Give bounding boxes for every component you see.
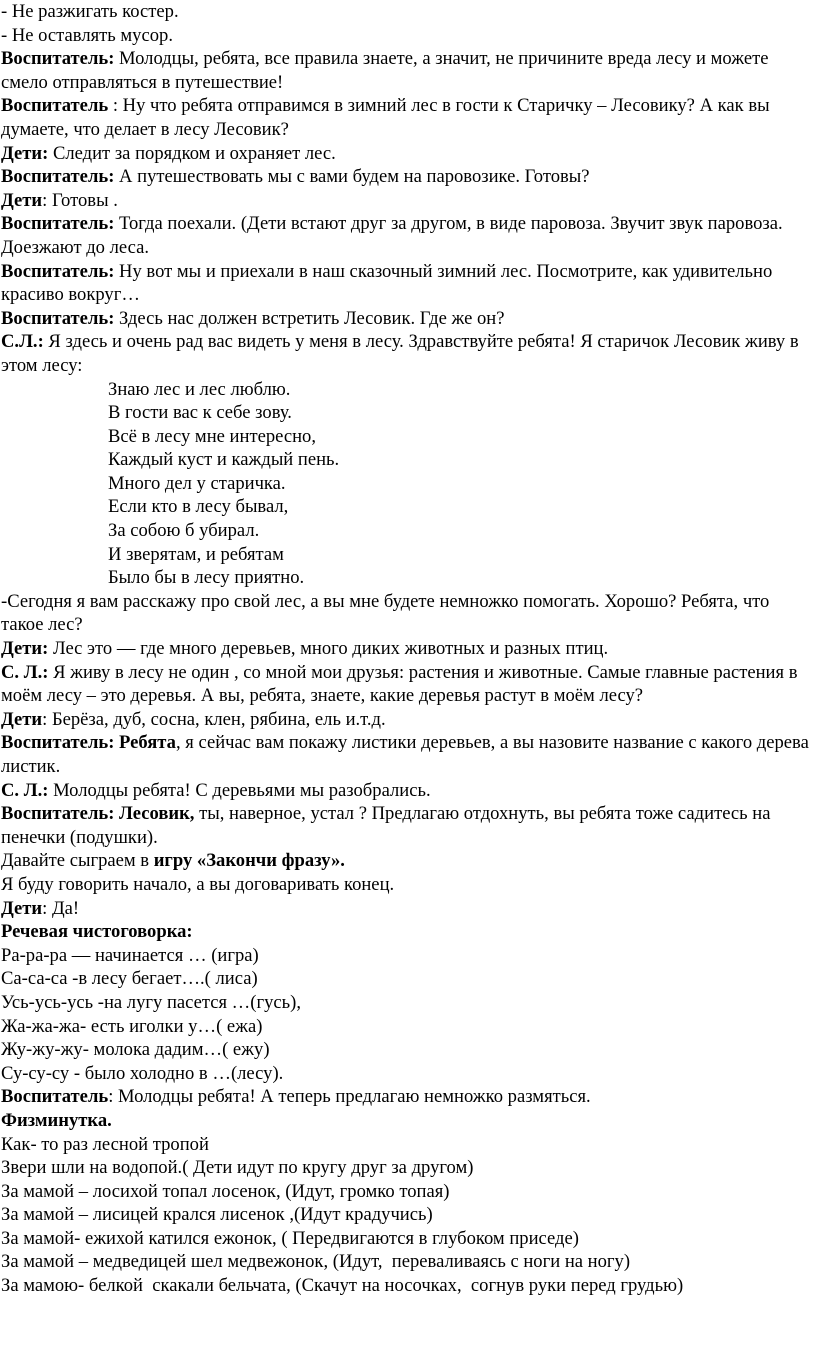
tongue-twister-line: Жа-жа-жа- есть иголки у…( ежа) bbox=[1, 1015, 263, 1037]
game-title: игру «Закончи фразу». bbox=[153, 850, 345, 872]
speaker-label: Воспитатель: Лесовик, bbox=[1, 803, 195, 825]
game-intro-line bbox=[1, 849, 813, 873]
speaker-label: Воспитатель: bbox=[1, 48, 115, 70]
poem-line: Всё в лесу мне интересно, bbox=[108, 425, 316, 447]
dialogue-text: : Готовы . bbox=[42, 189, 118, 211]
speaker-label: Воспитатель bbox=[1, 95, 109, 117]
dialogue-text: : Молодцы ребята! А теперь предлагаю немножко размяться. bbox=[108, 1086, 591, 1108]
speaker-label: Дети: bbox=[1, 638, 49, 660]
poem-line: И зверятам, и ребятам bbox=[108, 543, 284, 565]
dialogue-paragraph bbox=[1, 897, 813, 921]
exercise-line: Звери шли на водопой.( Дети идут по кругу друг за другом) bbox=[1, 1157, 474, 1179]
dialogue-text: Лес это — где много деревьев, много диких животных и разных птиц. bbox=[48, 638, 609, 660]
dialogue-paragraph bbox=[1, 47, 813, 94]
tongue-twister-line: Са-са-са -в лесу бегает….( лиса) bbox=[1, 968, 258, 990]
dialogue-paragraph bbox=[1, 708, 813, 732]
speaker-label: Воспитатель: Ребята bbox=[1, 732, 176, 754]
poem-line: Каждый куст и каждый пень. bbox=[108, 449, 340, 471]
dialogue-text: А путешествовать мы с вами будем на паровозике. Готовы? bbox=[114, 166, 590, 188]
poem-line: Если кто в лесу бывал, bbox=[108, 496, 289, 518]
dialogue-paragraph bbox=[1, 330, 813, 377]
game-intro-text: Давайте сыграем в bbox=[1, 850, 154, 872]
dialogue-paragraph bbox=[1, 779, 813, 803]
speaker-label: Воспитатель bbox=[1, 1086, 109, 1108]
speaker-label: Дети: bbox=[1, 142, 49, 164]
speaker-label: Дети bbox=[1, 189, 43, 211]
poem-line: Знаю лес и лес люблю. bbox=[108, 378, 291, 400]
speaker-label: С. Л.: bbox=[1, 661, 49, 683]
speaker-label: С. Л.: bbox=[1, 779, 49, 801]
dialogue-paragraph bbox=[1, 731, 813, 778]
dialogue-paragraph bbox=[1, 212, 813, 259]
dialogue-text: : Берёза, дуб, сосна, клен, рябина, ель и.т.д. bbox=[42, 708, 386, 730]
dialogue-paragraph bbox=[1, 661, 813, 708]
exercise-line: За мамой – лисицей крался лисенок ,(Идут крадучись) bbox=[1, 1204, 433, 1226]
dialogue-text: Тогда поехали. (Дети встают друг за другом, в виде паровоза. Звучит звук паровоза. Доезжают до леса. bbox=[1, 213, 783, 258]
dialogue-paragraph bbox=[1, 1085, 813, 1109]
speaker-label: С.Л.: bbox=[1, 331, 44, 353]
dialogue-text: Молодцы ребята! С деревьями мы разобрались. bbox=[48, 779, 431, 801]
dialogue-text: Я живу в лесу не один , со мной мои друзья: растения и животные. Самые главные растения в моём лесу – это деревья. А вы, ребята, знаете, какие деревья растут в моём лесу? bbox=[1, 661, 798, 707]
speaker-label: Воспитатель: bbox=[1, 213, 115, 235]
dialogue-paragraph bbox=[1, 189, 813, 213]
speaker-label: Дети bbox=[1, 897, 43, 919]
speaker-label: Воспитатель: bbox=[1, 260, 115, 282]
narration-paragraph: -Сегодня я вам расскажу про свой лес, а вы мне будете немножко помогать. Хорошо? Ребята, что такое лес? bbox=[1, 590, 770, 636]
dialogue-text: Следит за порядком и охраняет лес. bbox=[48, 142, 336, 164]
tongue-twister-line: Усь-усь-усь -на лугу пасется …(гусь), bbox=[1, 991, 301, 1013]
exercise-line: Как- то раз лесной тропой bbox=[1, 1133, 209, 1155]
dialogue-text: Я здесь и очень рад вас видеть у меня в лесу. Здравствуйте ребята! Я старичок Лесовик живу в этом лесу: bbox=[1, 331, 799, 376]
dialogue-text: Ну вот мы и приехали в наш сказочный зимний лес. Посмотрите, как удивительно красиво вокруг… bbox=[1, 260, 773, 306]
speaker-label: Воспитатель: bbox=[1, 307, 115, 329]
exercise-line: За мамою- белкой скакали бельчата, (Скачут на носочках, согнув руки перед грудью) bbox=[1, 1275, 684, 1297]
dialogue-paragraph bbox=[1, 94, 813, 141]
exercise-line: За мамой – лосихой топал лосенок, (Идут, громко топая) bbox=[1, 1180, 450, 1202]
game-instructions: Я буду говорить начало, а вы договаривать конец. bbox=[1, 873, 395, 895]
exercise-line: За мамой- ежихой катился ежонок, ( Передвигаются в глубоком приседе) bbox=[1, 1227, 579, 1249]
dialogue-paragraph bbox=[1, 637, 813, 661]
section-heading: Физминутка. bbox=[1, 1109, 112, 1131]
exercise-line: За мамой – медведицей шел медвежонок, (Идут, переваливаясь с ноги на ногу) bbox=[1, 1251, 631, 1273]
tongue-twister-line: Су-су-су - было холодно в …(лесу). bbox=[1, 1062, 284, 1084]
dialogue-text: Здесь нас должен встретить Лесовик. Где же он? bbox=[114, 307, 505, 329]
tongue-twister-line: Ра-ра-ра — начинается … (игра) bbox=[1, 944, 259, 966]
dialogue-paragraph bbox=[1, 142, 813, 166]
speaker-label: Воспитатель: bbox=[1, 166, 115, 188]
dialogue-paragraph bbox=[1, 307, 813, 331]
poem-line: За собою б убирал. bbox=[108, 520, 260, 542]
tongue-twister-line: Жу-жу-жу- молока дадим…( ежу) bbox=[1, 1039, 270, 1061]
dialogue-text: , я сейчас вам покажу листики деревьев, а вы назовите название с какого дерева листик. bbox=[1, 732, 809, 777]
rule-line: - Не оставлять мусор. bbox=[1, 24, 173, 46]
poem-line: Было бы в лесу приятно. bbox=[108, 567, 305, 589]
dialogue-text: : Ну что ребята отправимся в зимний лес в гости к Старичку – Лесовику? А как вы думаете, что делает в лесу Лесовик? bbox=[1, 95, 770, 140]
dialogue-paragraph bbox=[1, 165, 813, 189]
poem-line: В гости вас к себе зову. bbox=[108, 402, 292, 424]
rule-line: - Не разжигать костер. bbox=[1, 1, 179, 22]
dialogue-paragraph bbox=[1, 260, 813, 307]
dialogue-paragraph bbox=[1, 802, 813, 849]
dialogue-text: : Да! bbox=[42, 897, 80, 919]
speaker-label: Дети bbox=[1, 708, 43, 730]
section-heading: Речевая чистоговорка: bbox=[1, 921, 193, 943]
dialogue-text: Молодцы, ребята, все правила знаете, а значит, не причините вреда лесу и можете смело отправляться в путешествие! bbox=[1, 48, 769, 93]
dialogue-text: ты, наверное, устал ? Предлагаю отдохнуть, вы ребята тоже садитесь на пенечки (подушки). bbox=[1, 803, 771, 848]
poem-line: Много дел у старичка. bbox=[108, 472, 286, 494]
